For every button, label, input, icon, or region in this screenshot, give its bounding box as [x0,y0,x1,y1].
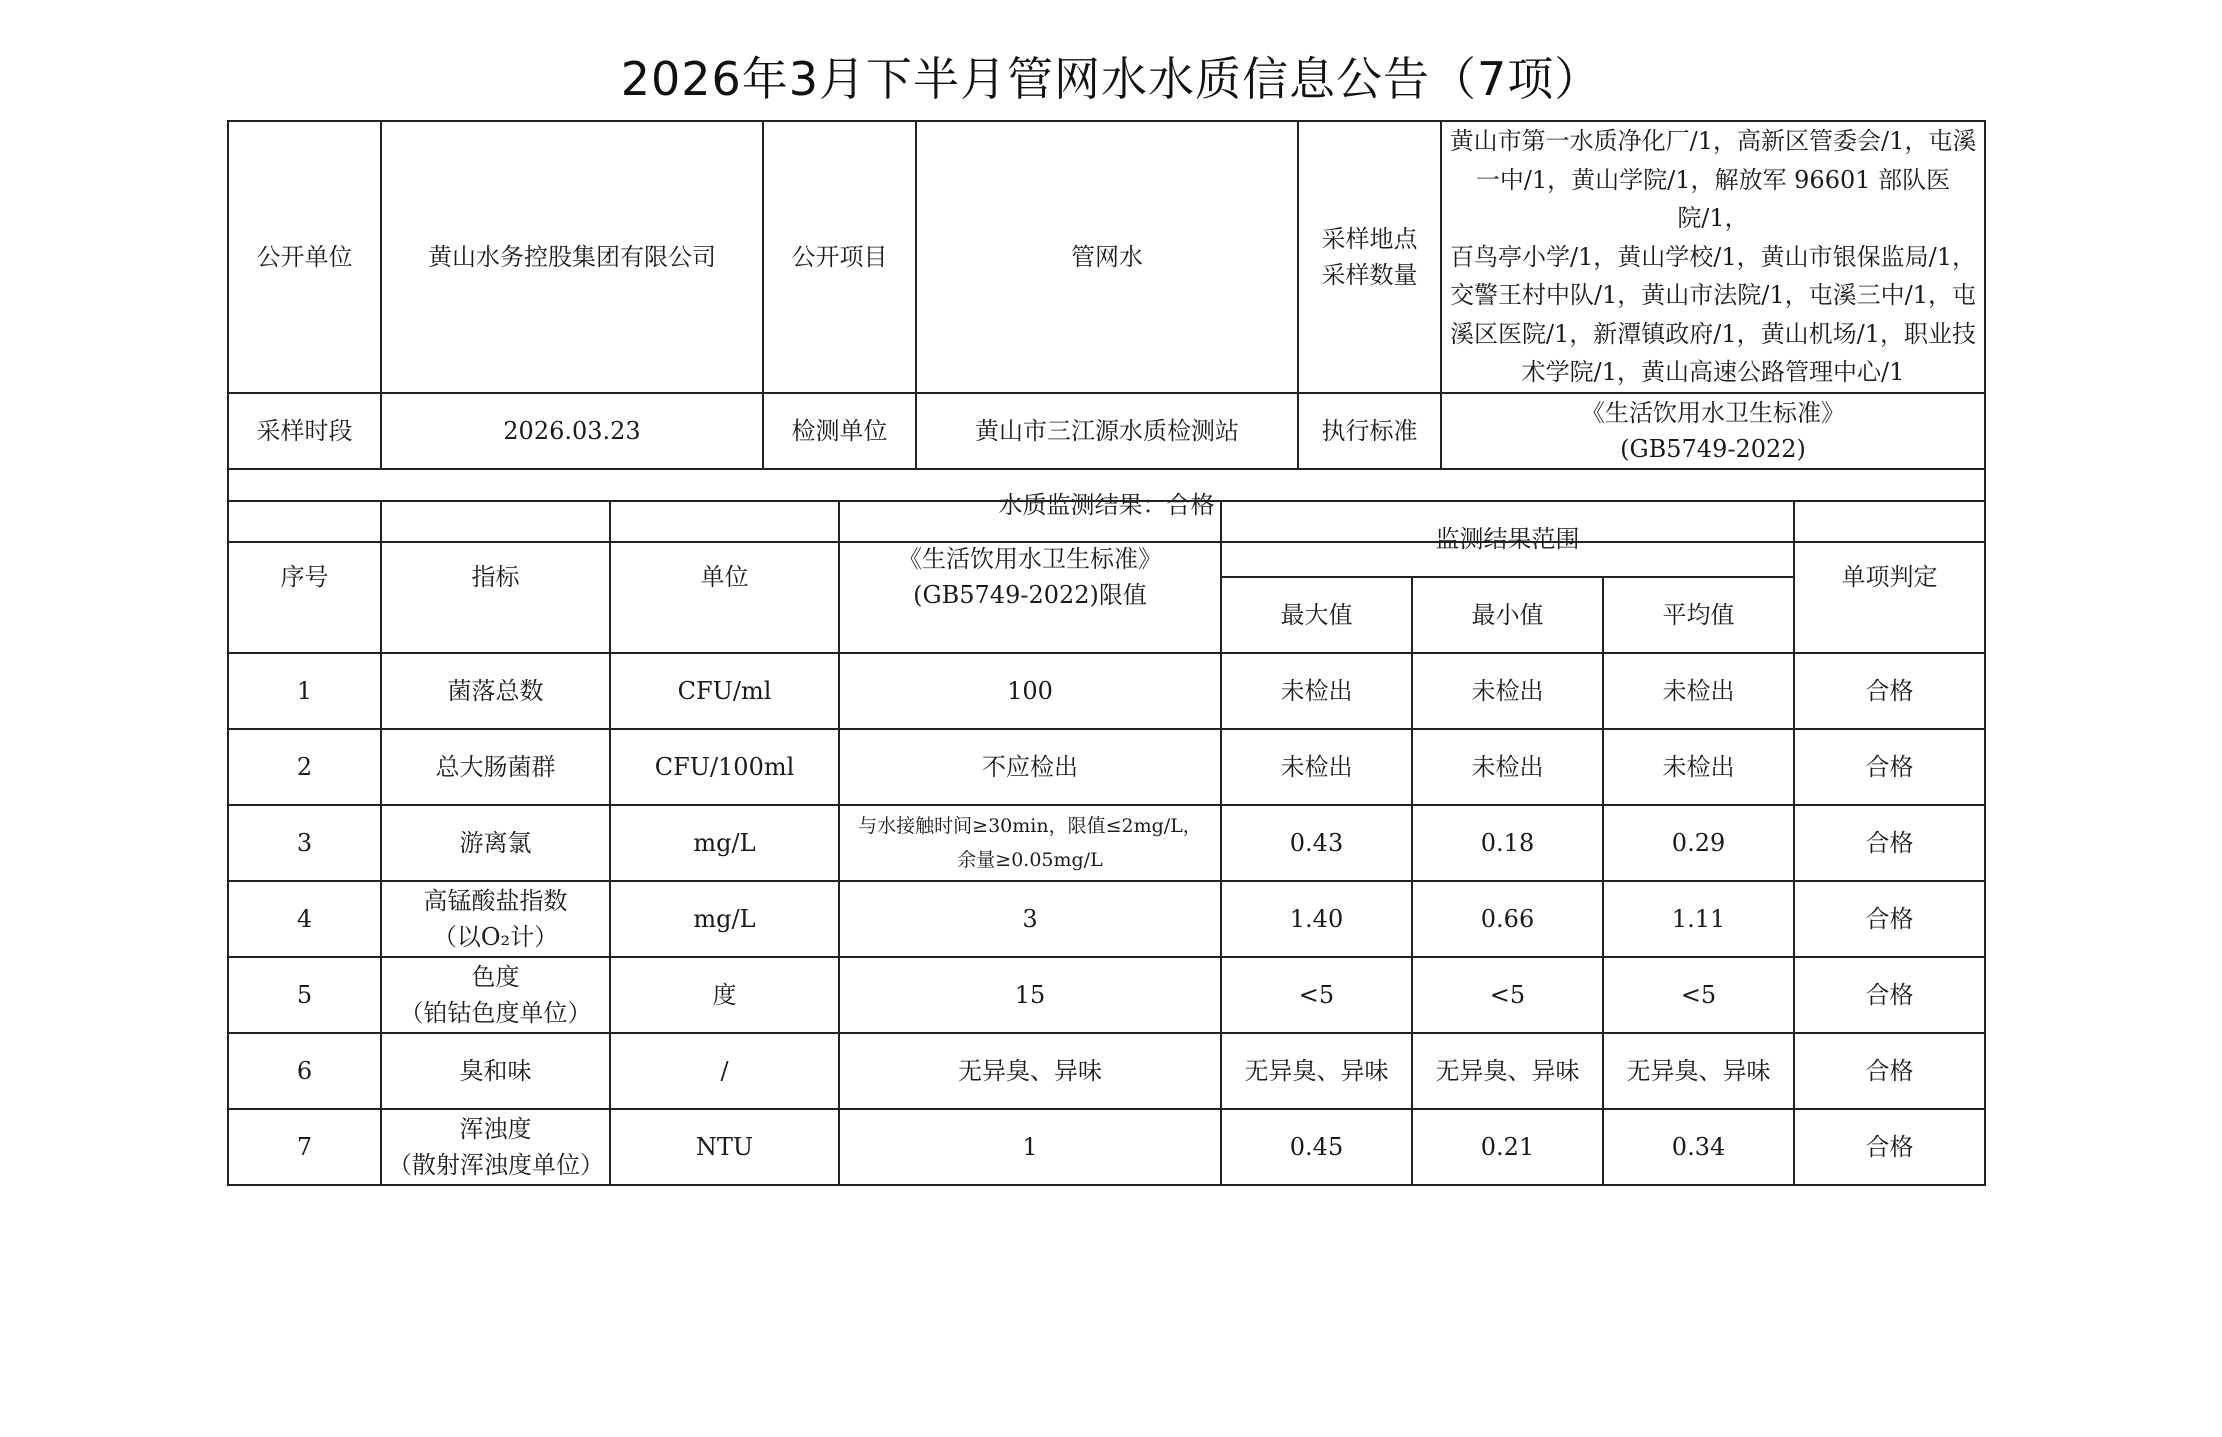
period-label: 采样时段 [228,393,381,469]
row-avg [1603,805,1794,881]
row-index [228,957,381,1033]
row-indicator [381,805,610,881]
row-indicator-text: （散射浑浊度单位） [388,1151,604,1179]
header-row [228,501,1985,577]
row-verdict-text: 合格 [1865,677,1914,705]
sampling-location-label: 采样地点 [1321,224,1418,253]
row-min [1412,805,1603,881]
info-row-period [228,393,1985,469]
row-index [228,653,381,729]
project-value: 管网水 [916,121,1298,393]
row-limit-text: 15 [1014,981,1046,1009]
row-index [228,805,381,881]
standard-name: 《生活饮用水卫生标准》 [1581,398,1845,427]
row-indicator-text: （以O₂计） [432,923,559,951]
row-min-text: 0.21 [1480,1133,1535,1161]
row-min-text: 0.66 [1480,905,1535,933]
header-max: 最大值 [1221,577,1412,653]
row-indicator-text: 臭和味 [459,1057,532,1085]
row-limit [839,805,1221,881]
row-indicator-text: 色度 [471,963,520,991]
row-max-text: 0.45 [1289,1133,1344,1161]
sampling-locations-line: 百鸟亭小学/1，黄山学校/1，黄山市银保监局/1， [1449,242,1977,271]
row-avg [1603,653,1794,729]
row-verdict [1794,653,1985,729]
table-body [228,653,1985,1185]
row-index-text: 3 [296,829,313,857]
row-avg [1603,729,1794,805]
row-max-text: 无异臭、异味 [1244,1057,1389,1085]
row-max [1221,1109,1412,1185]
row-indicator-text: 浑浊度 [459,1115,532,1143]
header-index: 序号 [228,501,381,653]
row-unit [610,729,839,805]
row-max-text: <5 [1298,981,1335,1009]
row-unit-text: 度 [712,981,737,1009]
disclosure-unit-label: 公开单位 [228,121,381,393]
row-unit-text: / [720,1057,729,1085]
row-indicator-text: （铂钴色度单位） [399,999,592,1027]
row-unit [610,957,839,1033]
row-index-text: 7 [296,1133,313,1161]
header-limit-line: 《生活饮用水卫生标准》 [898,545,1162,573]
period-value: 2026.03.23 [381,393,763,469]
header-range: 监测结果范围 [1221,501,1794,577]
row-avg-text: 无异臭、异味 [1626,1057,1771,1085]
row-avg [1603,957,1794,1033]
lab-label: 检测单位 [763,393,916,469]
row-indicator [381,881,610,957]
header-avg: 平均值 [1603,577,1794,653]
sampling-locations-line: 术学院/1，黄山高速公路管理中心/1 [1521,358,1905,386]
row-unit-text: CFU/ml [677,677,772,705]
table-row [228,653,1985,729]
row-min-text: 未检出 [1471,753,1544,781]
row-verdict [1794,1033,1985,1109]
row-max-text: 未检出 [1280,753,1353,781]
row-avg-text: 0.29 [1671,829,1726,857]
row-unit-text: mg/L [693,905,756,933]
row-max [1221,805,1412,881]
row-unit [610,881,839,957]
standard-label: 执行标准 [1298,393,1441,469]
header-limit-line: (GB5749-2022)限值 [913,581,1147,609]
row-min-text: 未检出 [1471,677,1544,705]
row-index-text: 2 [296,753,313,781]
sampling-locations-line: 交警王村中队/1，黄山市法院/1，屯溪三中/1，屯 [1449,281,1977,309]
page-title: 2026年3月下半月管网水水质信息公告（7项） [620,52,1602,106]
table-row [228,881,1985,957]
row-max-text: 未检出 [1280,677,1353,705]
sampling-locations [1441,121,1985,393]
row-verdict-text: 合格 [1865,1133,1914,1161]
info-table [227,120,1986,543]
row-verdict-text: 合格 [1865,981,1914,1009]
row-indicator [381,1033,610,1109]
row-unit-text: mg/L [693,829,756,857]
row-avg-text: 0.34 [1671,1133,1726,1161]
sampling-label [1298,121,1441,393]
row-index [228,881,381,957]
row-verdict [1794,805,1985,881]
row-avg-text: 1.11 [1671,905,1726,933]
row-avg-text: 未检出 [1662,677,1735,705]
header-unit: 单位 [610,501,839,653]
table-row [228,729,1985,805]
row-limit-text: 余量≥0.05mg/L [957,849,1103,871]
header-min: 最小值 [1412,577,1603,653]
table-row [228,957,1985,1033]
row-max [1221,1033,1412,1109]
row-limit-text: 3 [1022,905,1038,933]
row-avg-text: <5 [1680,981,1717,1009]
row-limit-text: 与水接触时间≥30min，限值≤2mg/L， [858,815,1202,837]
row-limit [839,881,1221,957]
row-unit [610,1033,839,1109]
table-row [228,805,1985,881]
row-min [1412,1109,1603,1185]
sampling-locations-line: 一中/1，黄山学院/1，解放军 96601 部队医院/1， [1475,165,1951,232]
row-index-text: 1 [296,677,313,705]
row-index [228,1033,381,1109]
sampling-count-label: 采样数量 [1321,260,1418,289]
row-index [228,1109,381,1185]
row-max-text: 0.43 [1289,829,1344,857]
row-indicator-text: 总大肠菌群 [435,753,556,781]
data-table [227,500,1986,1186]
row-index-text: 4 [296,905,313,933]
row-verdict [1794,957,1985,1033]
row-indicator-text: 菌落总数 [447,677,544,705]
row-min-text: 无异臭、异味 [1435,1057,1580,1085]
row-indicator [381,957,610,1033]
row-max-text: 1.40 [1289,905,1344,933]
row-min [1412,1033,1603,1109]
sampling-locations-line: 黄山市第一水质净化厂/1，高新区管委会/1，屯溪 [1449,127,1977,155]
row-indicator [381,653,610,729]
row-verdict-text: 合格 [1865,905,1914,933]
row-verdict-text: 合格 [1865,753,1914,781]
row-limit [839,957,1221,1033]
row-index-text: 6 [296,1057,313,1085]
row-index [228,729,381,805]
row-unit [610,1109,839,1185]
row-unit [610,653,839,729]
table-row [228,1109,1985,1185]
row-verdict [1794,881,1985,957]
table-row [228,1033,1985,1109]
row-indicator-text: 游离氯 [459,829,532,857]
row-min [1412,653,1603,729]
row-min [1412,729,1603,805]
standard-code: (GB5749-2022) [1620,434,1806,463]
row-unit [610,805,839,881]
row-max [1221,653,1412,729]
row-limit [839,1109,1221,1185]
header-verdict: 单项判定 [1794,501,1985,653]
row-indicator [381,729,610,805]
row-max [1221,957,1412,1033]
lab-value: 黄山市三江源水质检测站 [916,393,1298,469]
row-min-text: <5 [1489,981,1526,1009]
header-indicator: 指标 [381,501,610,653]
row-avg [1603,881,1794,957]
row-indicator-text: 高锰酸盐指数 [423,887,568,915]
result-summary: 水质监测结果：合格 [228,469,1985,542]
project-label: 公开项目 [763,121,916,393]
info-row-disclosure [228,121,1985,393]
row-avg [1603,1109,1794,1185]
row-avg-text: 未检出 [1662,753,1735,781]
row-max [1221,881,1412,957]
row-limit-text: 100 [1007,677,1053,705]
row-limit-text: 无异臭、异味 [958,1057,1102,1085]
row-limit [839,729,1221,805]
row-min [1412,957,1603,1033]
row-limit-text: 1 [1022,1133,1038,1161]
row-limit-text: 不应检出 [982,753,1078,781]
row-limit [839,653,1221,729]
row-max [1221,729,1412,805]
row-verdict [1794,1109,1985,1185]
row-avg [1603,1033,1794,1109]
row-index-text: 5 [296,981,313,1009]
row-verdict-text: 合格 [1865,1057,1914,1085]
row-unit-text: NTU [695,1133,754,1161]
row-limit [839,1033,1221,1109]
row-verdict [1794,729,1985,805]
header-limit [839,501,1221,653]
standard-value [1441,393,1985,469]
row-min [1412,881,1603,957]
row-indicator [381,1109,610,1185]
row-min-text: 0.18 [1480,829,1535,857]
row-unit-text: CFU/100ml [654,753,795,781]
disclosure-unit-value: 黄山水务控股集团有限公司 [381,121,763,393]
row-verdict-text: 合格 [1865,829,1914,857]
sampling-locations-line: 溪区医院/1，新潭镇政府/1，黄山机场/1，职业技 [1449,319,1977,348]
